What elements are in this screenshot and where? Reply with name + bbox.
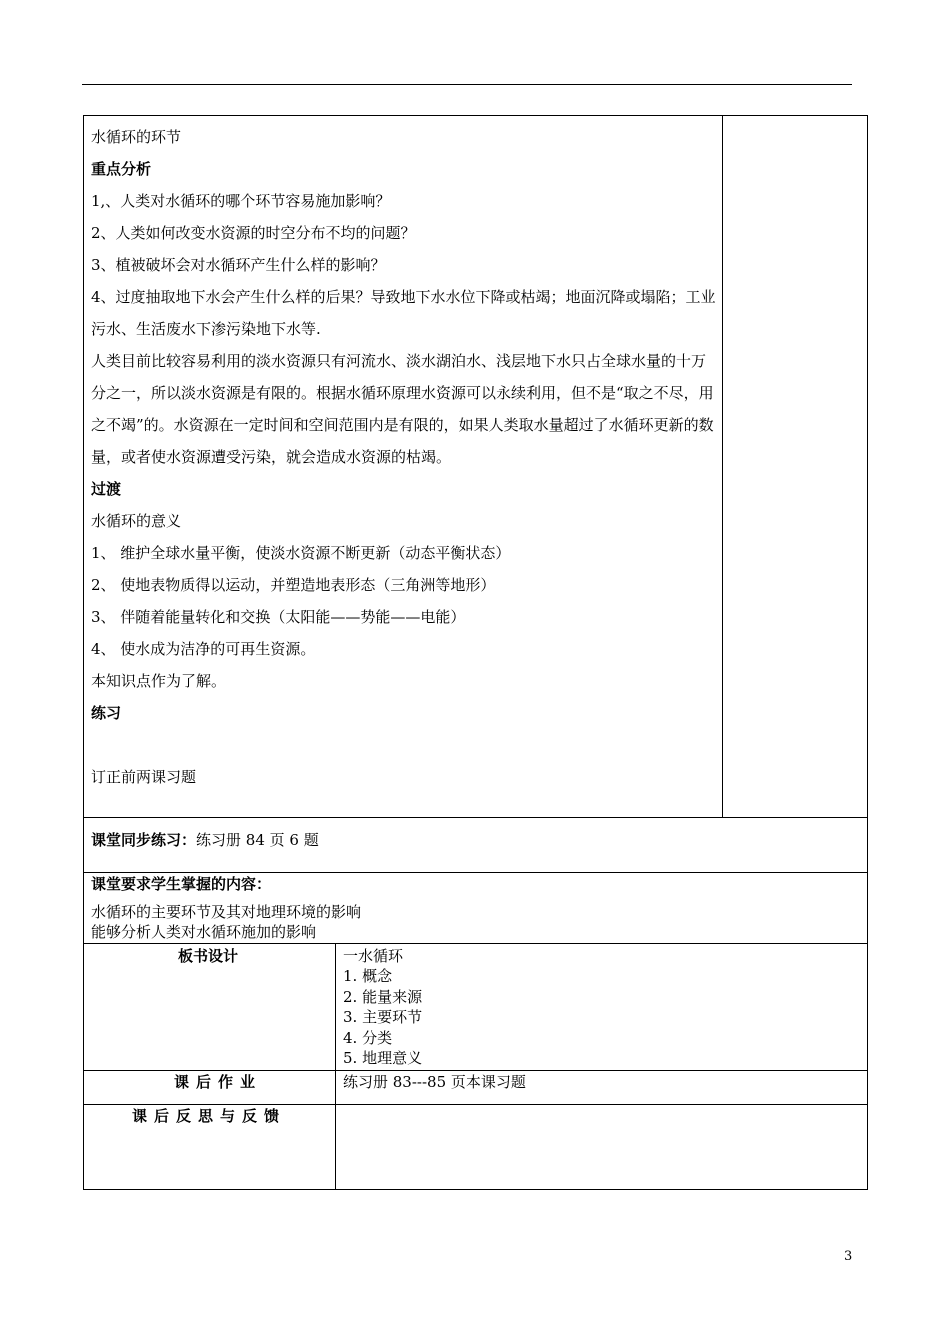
significance-2: 2、 使地表物质得以运动，并塑造地表形态（三角洲等地形） — [91, 576, 496, 594]
main-line-significance: 水循环的意义 — [91, 512, 182, 530]
row-separator-5 — [83, 1104, 868, 1105]
main-line-cycle-links: 水循环的环节 — [91, 128, 182, 146]
question-4: 4、过度抽取地下水会产生什么样的后果？导致地下水水位下降或枯竭；地面沉降或塌陷；工业污水、生活废水下渗污染地下水等. — [91, 288, 716, 338]
homework-value: 练习册 83---85 页本课习题 — [343, 1073, 526, 1091]
question-1: 1,、人类对水循环的哪个环节容易施加影响？ — [91, 192, 391, 210]
question-2: 2、人类如何改变水资源的时空分布不均的问题？ — [91, 224, 416, 242]
page-number: 3 — [844, 1249, 853, 1264]
heading-practice: 练习 — [91, 704, 122, 722]
practice-row — [91, 830, 319, 850]
row-separator-1 — [83, 817, 868, 818]
heading-transition: 过渡 — [91, 480, 122, 498]
knowledge-note: 本知识点作为了解。 — [91, 672, 227, 690]
requirements-label: 课堂要求学生掌握的内容： — [91, 875, 272, 893]
board-design-title: 一水循环 — [343, 947, 404, 965]
practice-value: 练习册 84 页 6 题 — [196, 831, 319, 849]
correction-line: 订正前两课习题 — [91, 768, 197, 786]
board-item-4: 4. 分类 — [343, 1029, 393, 1047]
row-separator-2 — [83, 872, 868, 873]
board-item-1: 1. 概念 — [343, 967, 393, 985]
board-item-2: 2. 能量来源 — [343, 988, 423, 1006]
main-cell-divider — [722, 115, 723, 817]
heading-key-analysis: 重点分析 — [91, 160, 152, 178]
label-column-divider — [335, 943, 336, 1190]
homework-label: 课后作业 — [174, 1073, 263, 1091]
board-design-label: 板书设计 — [178, 947, 239, 965]
header-rule — [82, 84, 852, 85]
board-item-3: 3. 主要环节 — [343, 1008, 423, 1026]
row-separator-3 — [83, 943, 868, 944]
significance-3: 3、 伴随着能量转化和交换（太阳能——势能——电能） — [91, 608, 466, 626]
significance-4: 4、 使水成为洁净的可再生资源。 — [91, 640, 316, 658]
practice-label: 课堂同步练习： — [91, 831, 197, 849]
board-item-5: 5. 地理意义 — [343, 1049, 423, 1067]
requirements-line-1: 水循环的主要环节及其对地理环境的影响 — [91, 903, 362, 921]
significance-1: 1、 维护全球水量平衡，使淡水资源不断更新（动态平衡状态） — [91, 544, 511, 562]
question-3: 3、植被破坏会对水循环产生什么样的影响？ — [91, 256, 386, 274]
requirements-line-2: 能够分析人类对水循环施加的影响 — [91, 923, 317, 941]
reflection-label: 课后反思与反馈 — [132, 1107, 287, 1125]
water-resource-paragraph: 人类目前比较容易利用的淡水资源只有河流水、淡水湖泊水、浅层地下水只占全球水量的十万分之一，所以淡水资源是有限的。根据水循环原理水资源可以永续利用，但不是“取之不尽，用之不竭”的。水资源在一定时间和空间范围内是有限的，如果人类取水量超过了水循环更新的数量，或者使水资源遭受污染，就会造成水资源的枯竭。 — [91, 352, 714, 466]
row-separator-4 — [83, 1070, 868, 1071]
